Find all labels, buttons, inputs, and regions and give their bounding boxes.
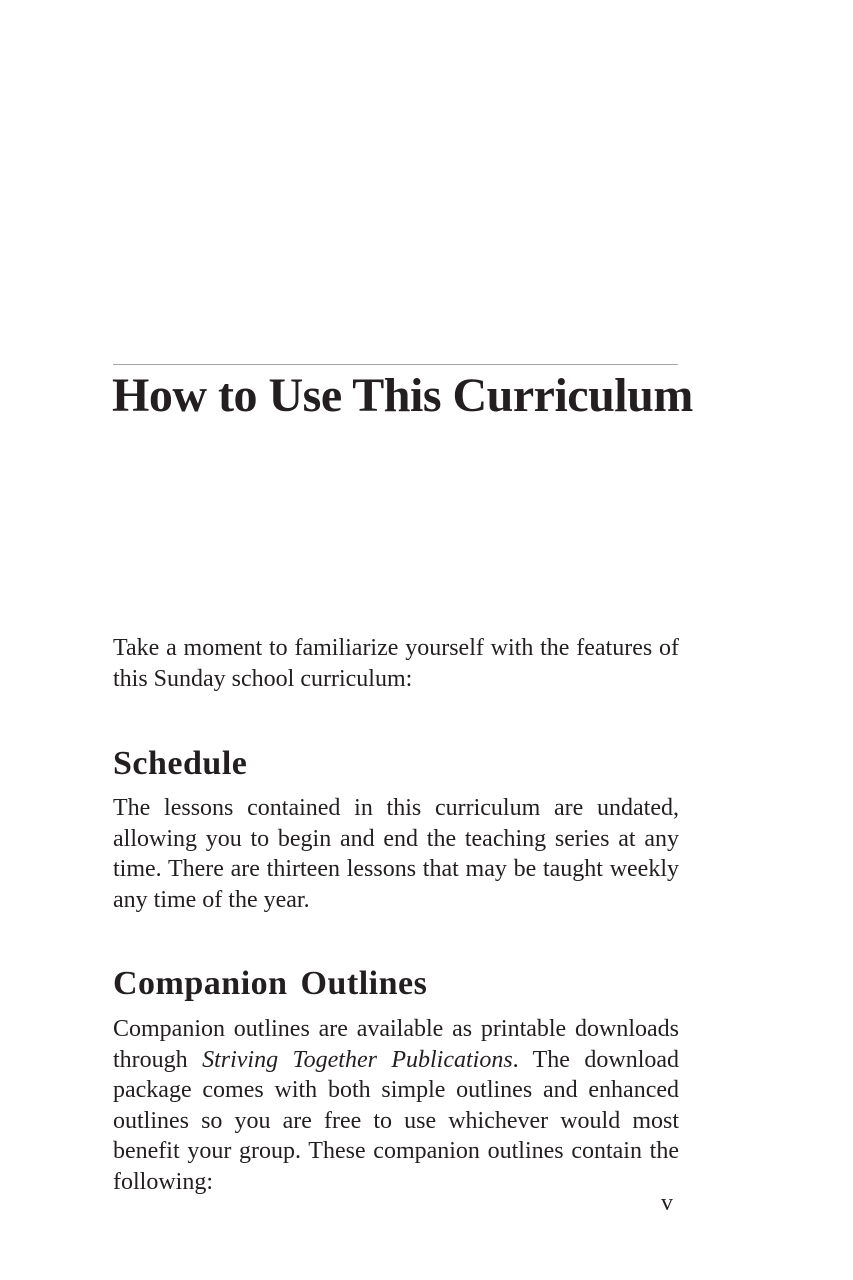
intro-paragraph: Take a moment to familiarize yourself with the features of this Sunday school curriculum: bbox=[113, 635, 679, 692]
chapter-title: How to Use This Curriculum bbox=[112, 369, 693, 422]
chapter-title-rule bbox=[113, 364, 678, 365]
companion-body-text: Companion outlines are available as printable downloads through bbox=[113, 1016, 679, 1073]
companion-body-text-continued: . The download package comes with both simple outlines and enhanced outlines so you are free to use whichever would most benefit your group. These companion outlines contain the following: bbox=[113, 1046, 680, 1195]
publisher-name: Striving Together Publications bbox=[202, 1046, 513, 1073]
section-body-companion-outlines bbox=[113, 1014, 679, 1197]
section-body-schedule: The lessons contained in this curriculum are undated, allowing you to begin and end the teaching series at any time. There are thirteen lessons that may be taught weekly any time of the year. bbox=[113, 795, 679, 913]
section-heading-companion-outlines: Companion Outlines bbox=[113, 965, 428, 1002]
page-number: v bbox=[661, 1190, 673, 1216]
section-heading-schedule: Schedule bbox=[113, 745, 248, 782]
